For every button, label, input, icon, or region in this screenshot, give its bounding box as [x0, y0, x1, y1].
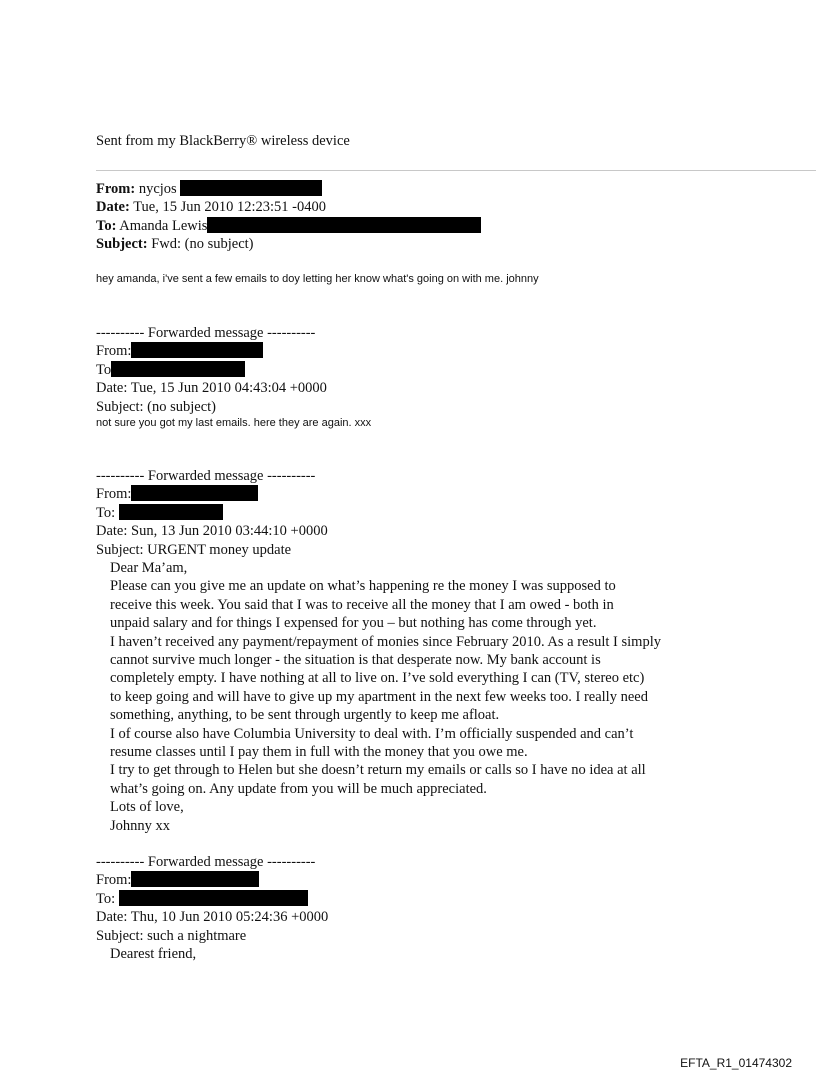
from-row — [96, 180, 481, 198]
fwd1-from-row — [96, 342, 327, 360]
body-line: unpaid salary and for things I expensed for you – but nothing has come through yet. — [110, 615, 597, 632]
body-line: I of course also have Columbia University to deal with. I’m officially suspended and can’t — [110, 725, 634, 742]
fwd2-to-row — [96, 504, 328, 522]
fwd2-from-row — [96, 485, 328, 503]
from-label: From: — [96, 181, 136, 197]
fwd2-subject: Subject: URGENT money update — [96, 541, 292, 558]
body-line: to keep going and will have to give up my apartment in the next few weeks too. I really need — [110, 688, 648, 705]
body-line: I try to get through to Helen but she doesn’t return my emails or calls so I have no idea at all — [110, 762, 646, 779]
body-line: I haven’t received any payment/repayment of monies since February 2010. As a result I simply — [110, 633, 661, 650]
body-line: Please can you give me an update on what’s happening re the money I was supposed to — [110, 578, 616, 595]
fwd2-body — [110, 559, 710, 835]
date-row — [96, 198, 481, 216]
forward-separator: ---------- Forwarded message ---------- — [96, 325, 316, 341]
body-line: completely empty. I have nothing at all to live on. I’ve sold everything I can (TV, stereo etc) — [110, 670, 645, 687]
redaction-bar — [131, 871, 259, 887]
body-line: what’s going on. Any update from you will be much appreciated. — [110, 780, 487, 797]
from-value: nycjos — [138, 181, 177, 197]
outer-email-header — [96, 180, 481, 254]
subject-value: Fwd: (no subject) — [151, 236, 254, 253]
to-row — [96, 217, 481, 235]
sent-from-signature: Sent from my BlackBerry® wireless device — [96, 133, 350, 149]
forwarded-message-1 — [96, 324, 327, 416]
subject-label: Subject: — [96, 236, 148, 253]
forward-separator: ---------- Forwarded message ---------- — [96, 854, 316, 870]
fwd3-to-row — [96, 890, 328, 908]
fwd1-body: not sure you got my last emails. here they are again. xxx — [96, 417, 372, 429]
fwd3-from-row — [96, 871, 328, 889]
subject-row — [96, 235, 481, 253]
redaction-bar — [119, 504, 223, 520]
redaction-bar — [119, 890, 308, 906]
body-line: something, anything, to be sent through urgently to keep me afloat. — [110, 707, 500, 724]
date-value: Tue, 15 Jun 2010 12:23:51 -0400 — [133, 199, 327, 216]
body-line: resume classes until I pay them in full with the money that you owe me. — [110, 744, 528, 761]
forwarded-message-3 — [96, 853, 328, 945]
redaction-bar — [131, 485, 258, 501]
fwd2-date: Date: Sun, 13 Jun 2010 03:44:10 +0000 — [96, 523, 328, 540]
body-line: receive this week. You said that I was to receive all the money that I am owed - both in — [110, 596, 614, 613]
fwd3-to-label: To: — [96, 890, 116, 907]
date-label: Date: — [96, 199, 130, 216]
fwd1-subject: Subject: (no subject) — [96, 398, 217, 415]
redaction-bar — [131, 342, 263, 358]
fwd3-from-label: From: — [96, 872, 132, 889]
body-line: Johnny xx — [110, 817, 171, 834]
body-line: Lots of love, — [110, 799, 184, 816]
redaction-bar — [180, 180, 322, 196]
to-label: To: — [96, 217, 117, 234]
forwarded-message-2 — [96, 467, 328, 559]
fwd3-date: Date: Thu, 10 Jun 2010 05:24:36 +0000 — [96, 909, 329, 926]
redaction-bar — [207, 217, 481, 233]
body-line: cannot survive much longer - the situation is that desperate now. My bank account is — [110, 652, 601, 669]
forward-separator: ---------- Forwarded message ---------- — [96, 468, 316, 484]
fwd1-from-label: From: — [96, 343, 132, 360]
fwd3-subject: Subject: such a nightmare — [96, 927, 247, 944]
fwd1-to-row — [96, 361, 327, 379]
redaction-bar — [111, 361, 245, 377]
body-line: Dear Ma’am, — [110, 560, 188, 576]
header-divider — [96, 170, 816, 171]
fwd1-to-label: To — [96, 361, 112, 378]
fwd3-greeting: Dearest friend, — [110, 946, 197, 962]
fwd2-to-label: To: — [96, 504, 116, 521]
to-value: Amanda Lewis — [119, 217, 208, 234]
outer-message-body: hey amanda, i've sent a few emails to doy letting her know what's going on with me. johnny — [96, 273, 539, 285]
fwd2-from-label: From: — [96, 486, 132, 503]
fwd1-date: Date: Tue, 15 Jun 2010 04:43:04 +0000 — [96, 380, 327, 397]
document-id-footer: EFTA_R1_01474302 — [680, 1056, 792, 1070]
